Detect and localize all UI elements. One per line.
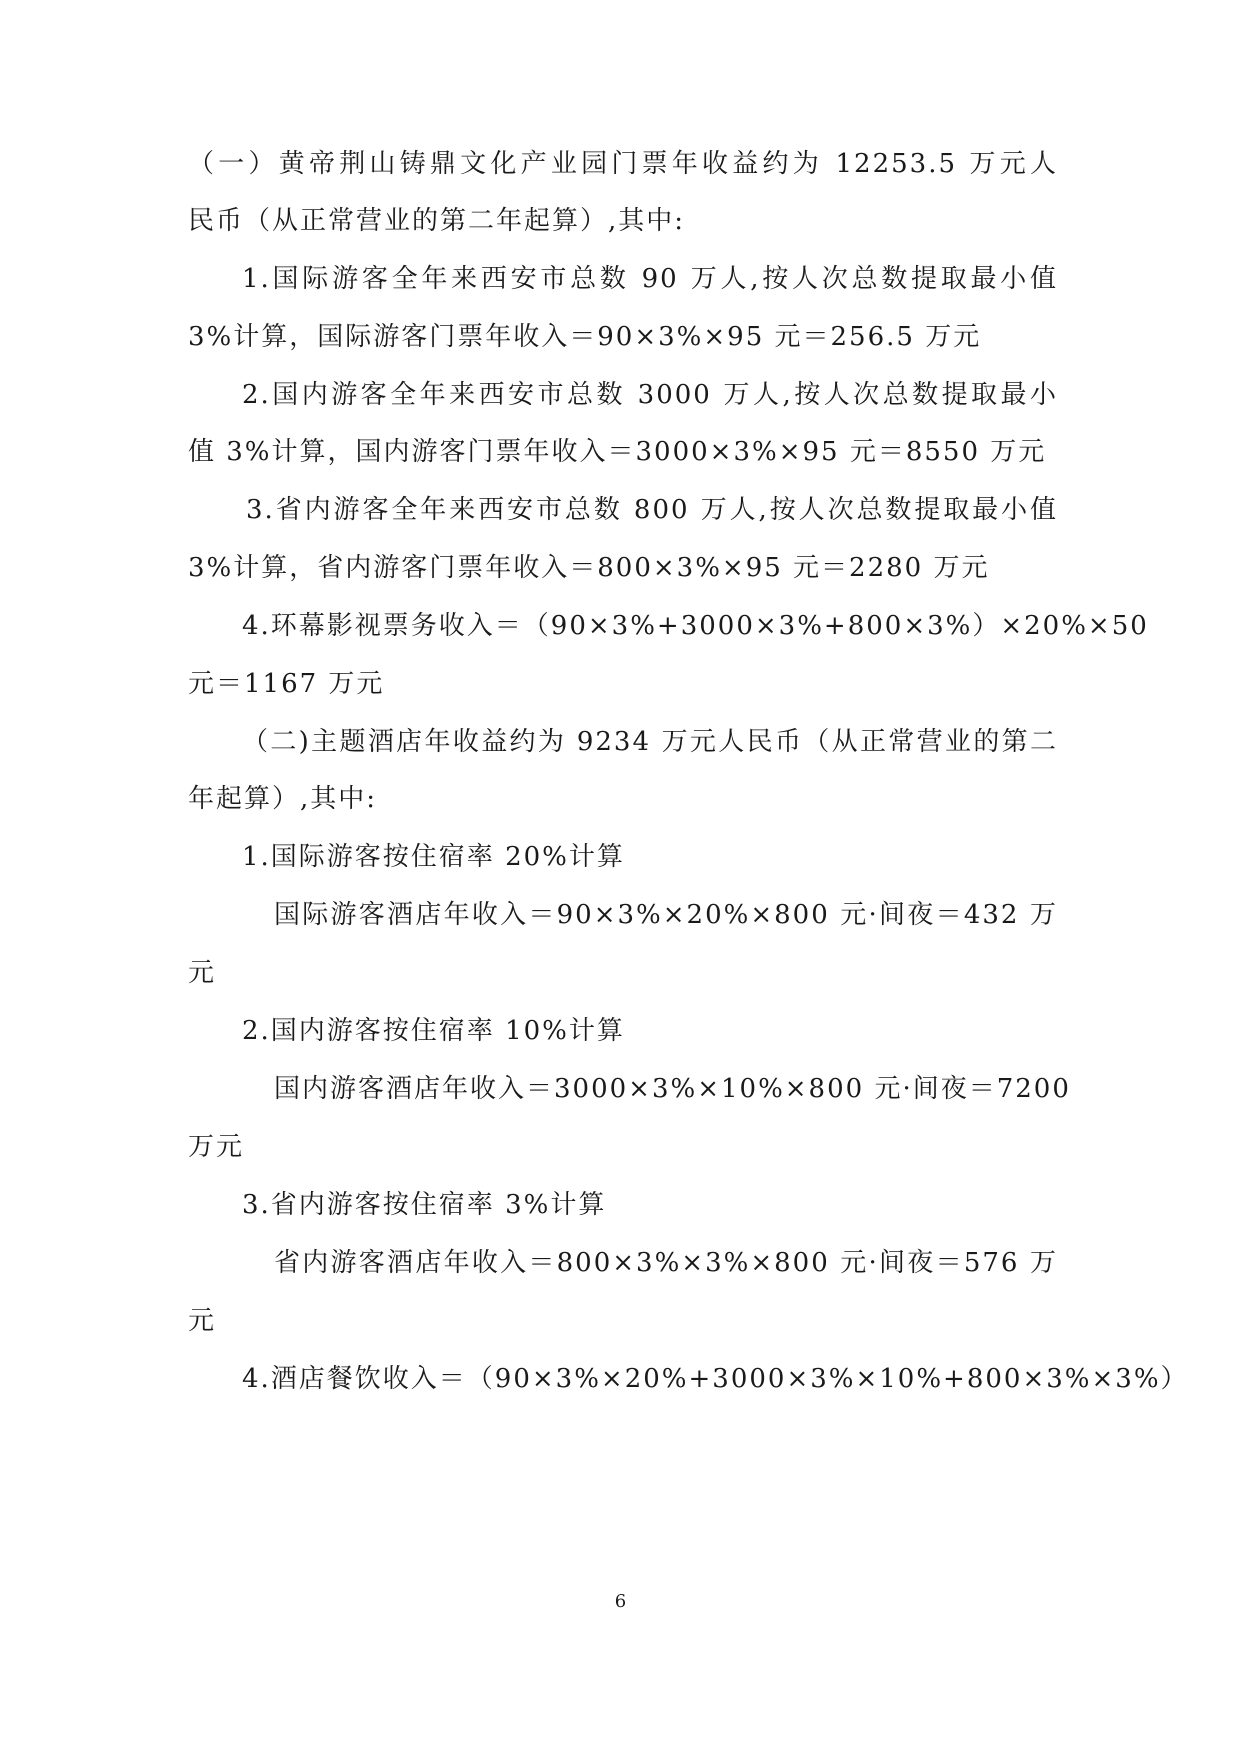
list-item-line: 1.国际游客全年来西安市总数 90 万人,按人次总数提取最小值 <box>242 264 1058 294</box>
paragraph-line: 年起算）,其中: <box>188 784 378 814</box>
page-number: 6 <box>614 1591 627 1612</box>
paragraph-line: （二)主题酒店年收益约为 9234 万元人民币（从正常营业的第二 <box>242 727 1058 757</box>
list-item-line: 3.省内游客全年来西安市总数 800 万人,按人次总数提取最小值 <box>246 495 1058 525</box>
paragraph-line: （一）黄帝荆山铸鼎文化产业园门票年收益约为 12253.5 万元人 <box>188 149 1058 179</box>
list-item-line: 2.国内游客按住宿率 10%计算 <box>242 1016 625 1046</box>
list-item-line: 4.环幕影视票务收入＝（90×3%+3000×3%+800×3%）×20%×50 <box>242 611 1149 641</box>
list-item-line: 元＝1167 万元 <box>188 669 385 699</box>
list-item-line: 2.国内游客全年来西安市总数 3000 万人,按人次总数提取最小 <box>242 380 1058 410</box>
formula-line: 省内游客酒店年收入＝800×3%×3%×800 元·间夜＝576 万 <box>274 1248 1058 1278</box>
list-item-line: 1.国际游客按住宿率 20%计算 <box>242 842 625 872</box>
list-item-line: 3%计算，省内游客门票年收入＝800×3%×95 元＝2280 万元 <box>188 553 990 583</box>
list-item-line: 4.酒店餐饮收入＝（90×3%×20%+3000×3%×10%+800×3%×3%） <box>242 1364 1189 1394</box>
formula-line: 国际游客酒店年收入＝90×3%×20%×800 元·间夜＝432 万 <box>274 900 1058 930</box>
formula-line: 国内游客酒店年收入＝3000×3%×10%×800 元·间夜＝7200 <box>274 1074 1071 1104</box>
formula-line: 元 <box>188 1306 217 1336</box>
formula-line: 万元 <box>188 1132 245 1162</box>
list-item-line: 值 3%计算，国内游客门票年收入＝3000×3%×95 元＝8550 万元 <box>188 437 1047 467</box>
list-item-line: 3.省内游客按住宿率 3%计算 <box>242 1190 607 1220</box>
paragraph-line: 民币（从正常营业的第二年起算）,其中: <box>188 206 686 236</box>
formula-line: 元 <box>188 958 217 988</box>
list-item-line: 3%计算，国际游客门票年收入＝90×3%×95 元＝256.5 万元 <box>188 322 982 352</box>
